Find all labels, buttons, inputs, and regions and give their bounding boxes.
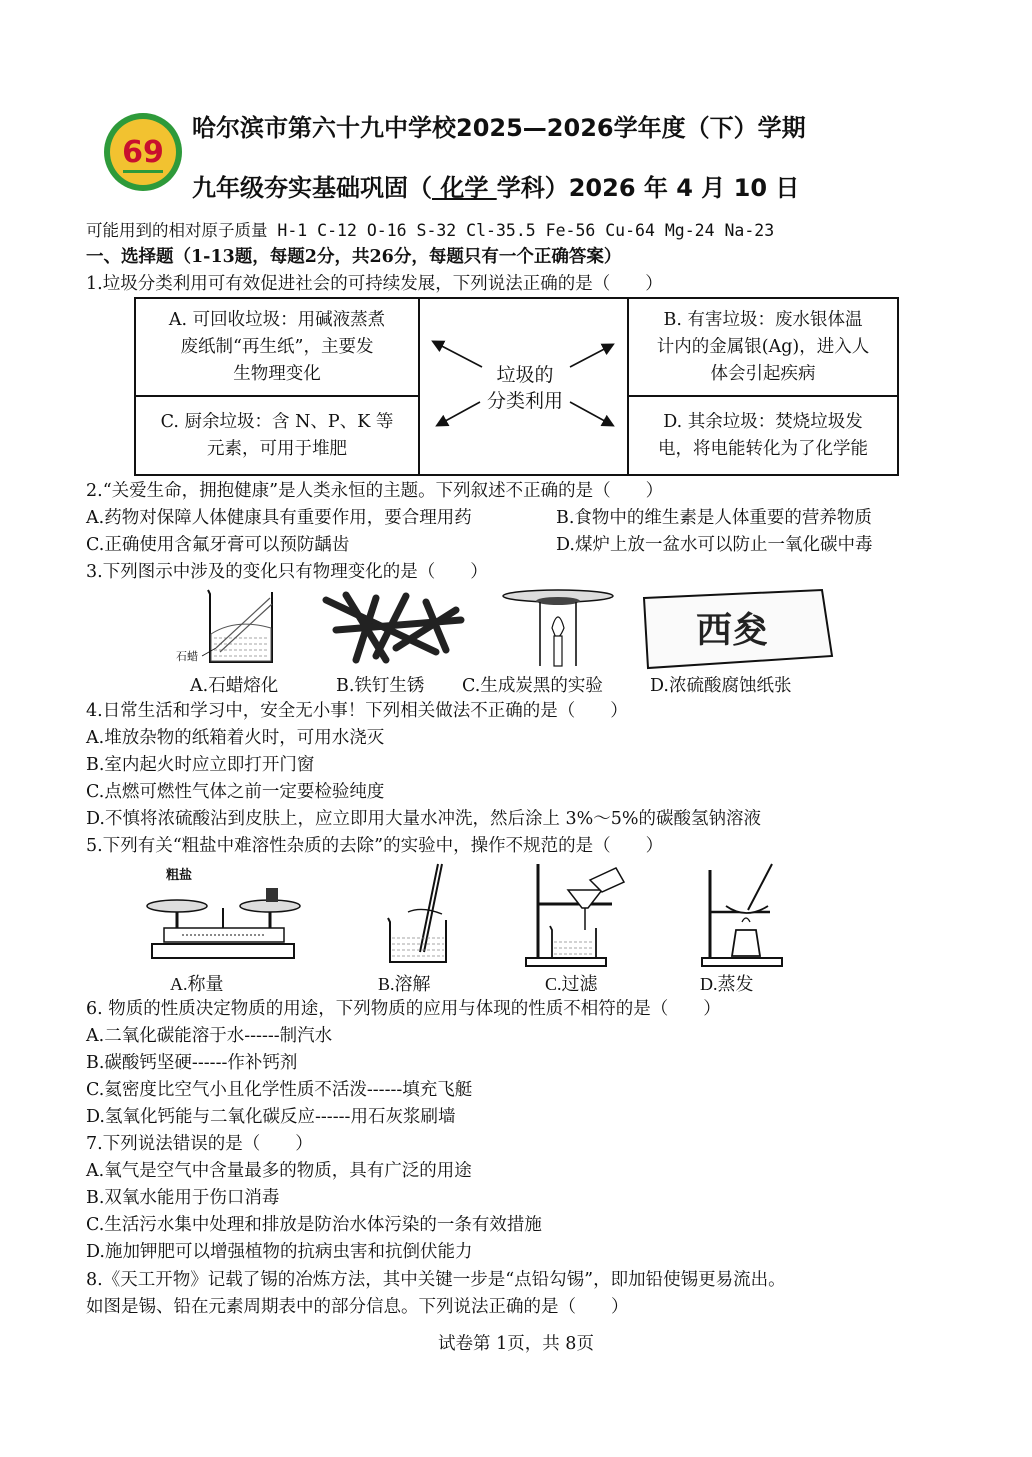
q6-stem: 6. 物质的性质决定物质的用途，下列物质的应用与体现的性质不相符的是（ ）	[86, 999, 721, 1019]
arrow-to-b	[570, 345, 612, 367]
q4-option-a: A.堆放杂物的纸箱着火时，可用水浇灭	[86, 728, 385, 748]
q1-b-line1: B. 有害垃圾：废水银体温	[663, 310, 863, 330]
q1-option-c	[136, 409, 418, 463]
q1-center-line2: 分类利用	[486, 390, 563, 412]
arrow-to-d	[570, 402, 612, 425]
q1-d-line2: 电，将电能转化为了化学能	[658, 439, 868, 459]
q8-stem-line1: 8.《天工开物》记载了锡的冶炼方法，其中关键一步是“点铅勾锡”，即加铅使锡更易流出。	[86, 1270, 786, 1290]
q5-stem: 5.下列有关“粗盐中难溶性杂质的去除”的实验中，操作不规范的是（ ）	[86, 836, 664, 856]
logo-emblem	[103, 112, 183, 192]
q7-option-a: A.氧气是空气中含量最多的物质，具有广泛的用途	[86, 1161, 472, 1181]
q2-option-d: D.煤炉上放一盆水可以防止一氧化碳中毒	[556, 535, 873, 555]
q5-caption-a: A.称量	[170, 974, 224, 994]
q1-b-line3: 体会引起疾病	[710, 364, 816, 384]
q5-caption-c: C.过滤	[545, 974, 598, 994]
q1-arrows	[420, 297, 626, 476]
q7-option-b: B.双氧水能用于伤口消毒	[86, 1188, 280, 1208]
q3-caption-d: D.浓硫酸腐蚀纸张	[650, 676, 792, 696]
q5-figure-b-beaker	[380, 862, 460, 968]
q5-figure-d-evaporate	[700, 860, 790, 968]
q4-option-b: B.室内起火时应立即打开门窗	[86, 755, 315, 775]
q1-a-line2: 废纸制“再生纸”，主要发	[180, 337, 374, 357]
logo-number: 69	[122, 135, 164, 170]
q5-caption-b: B.溶解	[378, 974, 431, 994]
q1-b-line2: 计内的金属银(Ag)，进入人	[656, 337, 870, 357]
q1-divider-h-right	[627, 395, 899, 397]
q1-a-line3: 生物理变化	[233, 364, 321, 384]
q3-paper-text: 西夋	[695, 610, 769, 651]
q6-option-b: B.碳酸钙坚硬------作补钙剂	[86, 1053, 298, 1073]
arrow-to-c	[438, 402, 480, 425]
q3-figure-d-paper	[640, 586, 835, 672]
q3-figure-c-burner	[500, 588, 620, 670]
q5-figure-a-balance	[142, 878, 304, 964]
q1-stem: 1.垃圾分类利用可有效促进社会的可持续发展，下列说法正确的是（ ）	[86, 274, 663, 294]
q5-caption-d: D.蒸发	[700, 974, 754, 994]
school-logo	[103, 112, 183, 192]
q1-divider-h-left	[134, 395, 419, 397]
q1-c-line2: 元素，可用于堆肥	[207, 439, 347, 459]
atomic-masses: 可能用到的相对原子质量 H-1 C-12 O-16 S-32 Cl-35.5 Fe-56 Cu-64 Mg-24 Na-23	[86, 221, 775, 240]
subtitle-subject: 化学	[432, 174, 497, 202]
q7-option-c: C.生活污水集中处理和排放是防治水体污染的一条有效措施	[86, 1215, 542, 1235]
q1-option-d	[629, 409, 897, 463]
q1-option-a	[136, 307, 418, 388]
page-title: 哈尔滨市第六十九中学校2025—2026学年度（下）学期	[192, 114, 806, 142]
q6-option-c: C.氦密度比空气小且化学性质不活泼------填充飞艇	[86, 1080, 473, 1100]
q3-caption-a: A.石蜡熔化	[190, 676, 279, 696]
q2-stem: 2.“关爱生命，拥抱健康”是人类永恒的主题。下列叙述不正确的是（ ）	[86, 481, 664, 501]
q7-option-d: D.施加钾肥可以增强植物的抗病虫害和抗倒伏能力	[86, 1242, 473, 1262]
q6-option-a: A.二氧化碳能溶于水------制汽水	[86, 1026, 333, 1046]
q1-option-b	[629, 307, 897, 388]
q5-label-salt: 粗盐	[166, 868, 193, 883]
q7-stem: 7.下列说法错误的是（ ）	[86, 1134, 313, 1154]
q3-label-wax: 石蜡	[176, 650, 198, 663]
q6-option-d: D.氢氧化钙能与二氧化碳反应------用石灰浆刷墙	[86, 1107, 456, 1127]
q2-option-b: B.食物中的维生素是人体重要的营养物质	[556, 508, 872, 528]
page-subtitle	[192, 168, 799, 203]
q8-stem-line2: 如图是锡、铅在元素周期表中的部分信息。下列说法正确的是（ ）	[86, 1297, 629, 1317]
q3-stem: 3.下列图示中涉及的变化只有物理变化的是（ ）	[86, 562, 488, 582]
q1-center-line1: 垃圾的	[496, 364, 554, 386]
q4-option-c: C.点燃可燃性气体之前一定要检验纯度	[86, 782, 385, 802]
section-heading: 一、选择题（1-13题，每题2分，共26分，每题只有一个正确答案）	[86, 247, 622, 267]
q1-d-line1: D. 其余垃圾：焚烧垃圾发	[663, 412, 863, 432]
q2-option-c: C.正确使用含氟牙膏可以预防龋齿	[86, 535, 350, 555]
q1-a-line1: A. 可回收垃圾：用碱液蒸煮	[168, 310, 386, 330]
page-footer: 试卷第 1页，共 8页	[438, 1334, 594, 1354]
q2-option-a: A.药物对保障人体健康具有重要作用，要合理用药	[86, 508, 472, 528]
q3-figure-b-nails	[316, 590, 466, 665]
subtitle-part-a: 九年级夯实基础巩固（	[192, 174, 432, 202]
subtitle-part-b: 学科）2026 年 4 月 10 日	[496, 174, 800, 202]
q1-c-line1: C. 厨余垃圾：含 N、P、K 等	[160, 412, 394, 432]
q4-option-d: D.不慎将浓硫酸沾到皮肤上，应立即用大量水冲洗，然后涂上 3%～5%的碳酸氢钠溶液	[86, 809, 762, 829]
q4-stem: 4.日常生活和学习中，安全无小事！下列相关做法不正确的是（ ）	[86, 701, 628, 721]
q5-figure-c-filter	[520, 860, 630, 968]
q3-caption-c: C.生成炭黑的实验	[462, 676, 603, 696]
arrow-to-a	[434, 342, 482, 367]
q3-caption-b: B.铁钉生锈	[336, 676, 425, 696]
